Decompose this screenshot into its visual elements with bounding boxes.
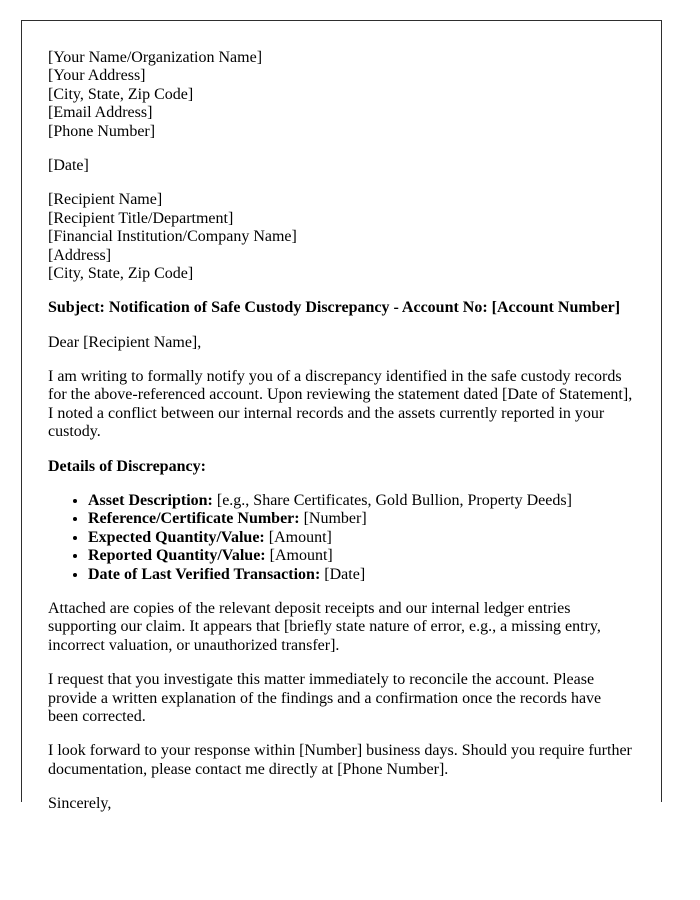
item-value: [Number] bbox=[299, 510, 367, 528]
list-item bbox=[88, 529, 635, 547]
sender-line: [Email Address] bbox=[48, 104, 153, 122]
letter-document bbox=[21, 20, 662, 813]
signoff: Sincerely, bbox=[48, 795, 112, 813]
list-item bbox=[88, 547, 635, 565]
date-line: [Date] bbox=[48, 156, 89, 174]
recipient-line: [City, State, Zip Code] bbox=[48, 264, 194, 282]
sender-line: [Your Address] bbox=[48, 67, 146, 85]
subject-line: Subject: Notification of Safe Custody Discrepancy - Account No: [Account Number] bbox=[48, 299, 621, 317]
recipient-line: [Recipient Title/Department] bbox=[48, 209, 234, 227]
list-item bbox=[88, 492, 635, 510]
sender-block bbox=[48, 49, 635, 141]
discrepancy-list bbox=[48, 492, 635, 584]
salutation: Dear [Recipient Name], bbox=[48, 333, 202, 351]
item-label: Reference/Certificate Number: bbox=[88, 510, 300, 528]
recipient-block bbox=[48, 191, 635, 283]
item-label: Date of Last Verified Transaction: bbox=[88, 565, 321, 583]
item-label: Expected Quantity/Value: bbox=[88, 528, 265, 546]
sender-line: [Your Name/Organization Name] bbox=[48, 49, 263, 66]
item-value: [Amount] bbox=[265, 547, 333, 565]
sender-line: [Phone Number] bbox=[48, 122, 156, 140]
recipient-line: [Recipient Name] bbox=[48, 191, 163, 209]
recipient-line: [Address] bbox=[48, 246, 112, 264]
item-label: Asset Description: bbox=[88, 492, 213, 510]
details-heading: Details of Discrepancy: bbox=[48, 457, 206, 475]
recipient-line: [Financial Institution/Company Name] bbox=[48, 228, 297, 246]
list-item bbox=[88, 510, 635, 528]
sender-line: [City, State, Zip Code] bbox=[48, 85, 194, 103]
item-value: [e.g., Share Certificates, Gold Bullion, Property Deeds] bbox=[212, 492, 572, 510]
item-label: Reported Quantity/Value: bbox=[88, 547, 266, 565]
list-item bbox=[88, 566, 635, 584]
request-paragraph: I request that you investigate this matter immediately to reconcile the account. Please provide a written explanation of the findings and a confirmation once the records have been corrected. bbox=[48, 671, 602, 725]
attached-paragraph: Attached are copies of the relevant deposit receipts and our internal ledger entries supporting our claim. It appears that [briefly state nature of error, e.g., a missing entry, incorrect valuation, or unauthorized transfer]. bbox=[48, 599, 601, 654]
item-value: [Date] bbox=[320, 565, 366, 583]
item-value: [Amount] bbox=[264, 528, 332, 546]
response-paragraph: I look forward to your response within [Number] business days. Should you require further documentation, please contact me directly at [Phone Number]. bbox=[48, 742, 632, 778]
intro-paragraph: I am writing to formally notify you of a discrepancy identified in the safe custody records for the above-referenced account. Upon reviewing the statement dated [Date of Statement], I noted a conflict between our internal records and the assets currently reported in your custody. bbox=[48, 368, 633, 441]
